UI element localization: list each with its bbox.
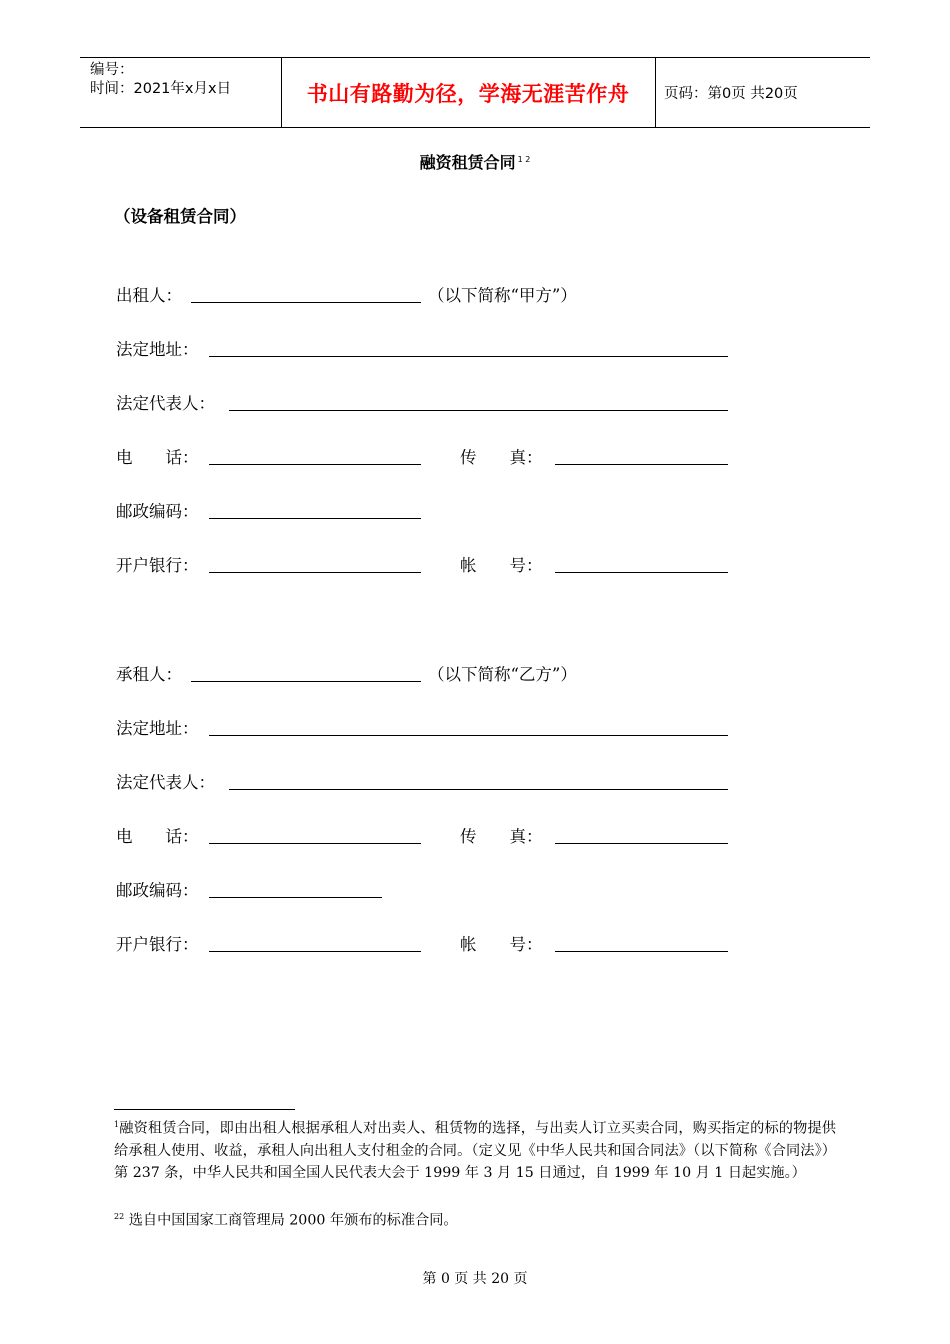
lessor-rep-field[interactable] xyxy=(229,390,728,411)
header-page-info: 页码：第0页 共20页 xyxy=(664,86,798,102)
lessor-address-field[interactable] xyxy=(209,336,728,357)
lessee-name-field[interactable] xyxy=(191,661,421,682)
lessee-address-label: 法定地址： xyxy=(116,719,199,738)
lessor-alias-note: （以下简称“甲方”） xyxy=(428,286,577,305)
lessor-address-label: 法定地址： xyxy=(116,340,199,359)
lessee-account-field[interactable] xyxy=(555,931,728,952)
lessor-rep-row xyxy=(116,390,736,414)
lessee-postcode-field[interactable] xyxy=(209,877,382,898)
lessee-row xyxy=(116,661,736,685)
lessee-fax-label: 传 真： xyxy=(460,827,543,846)
lessee-phone-label: 电 话： xyxy=(116,827,199,846)
header-meta xyxy=(90,61,231,99)
lessor-address-row xyxy=(116,336,736,360)
lessor-name-field[interactable] xyxy=(191,282,421,303)
lessee-account-label: 帐 号： xyxy=(460,935,543,954)
lessor-phone-field[interactable] xyxy=(209,444,421,465)
lessee-label: 承租人： xyxy=(116,665,182,684)
lessor-account-label: 帐 号： xyxy=(460,556,543,575)
lessor-label: 出租人： xyxy=(116,286,182,305)
document-header xyxy=(80,57,870,128)
footnote-1 xyxy=(114,1114,836,1184)
lessee-phone-field[interactable] xyxy=(209,823,421,844)
footnote-separator xyxy=(114,1109,295,1110)
header-motto: 书山有路勤为径，学海无涯苦作舟 xyxy=(306,82,630,106)
footnote-2-text: 选自中国国家工商管理局 2000 年颁布的标准合同。 xyxy=(128,1212,458,1229)
lessor-postcode-label: 邮政编码： xyxy=(116,502,199,521)
lessor-phone-label: 电 话： xyxy=(116,448,199,467)
header-divider-right xyxy=(655,58,656,127)
page-footer: 第 0 页 共 20 页 xyxy=(422,1271,528,1287)
lessor-phone-row xyxy=(116,444,736,468)
lessee-address-row xyxy=(116,715,736,739)
lessee-rep-label: 法定代表人： xyxy=(116,773,215,792)
lessee-postcode-row xyxy=(116,877,736,901)
lessee-rep-row xyxy=(116,769,736,793)
lessor-bank-label: 开户银行： xyxy=(116,556,199,575)
footnote-2-mark: 22 xyxy=(114,1212,125,1221)
lessee-rep-field[interactable] xyxy=(229,769,728,790)
lessee-address-field[interactable] xyxy=(209,715,728,736)
lessee-alias-note: （以下简称“乙方”） xyxy=(428,665,577,684)
footnote-2 xyxy=(114,1206,836,1232)
footnote-1-mark: 1 xyxy=(114,1120,120,1129)
lessee-phone-row xyxy=(116,823,736,847)
lessor-postcode-row xyxy=(116,498,736,522)
title-footnote-refs: 1 2 xyxy=(517,154,531,164)
lessor-bank-field[interactable] xyxy=(209,552,421,573)
serial-label: 编号： xyxy=(90,62,134,78)
lessee-fax-field[interactable] xyxy=(555,823,728,844)
lessee-bank-row xyxy=(116,931,736,955)
page-subtitle: （设备租赁合同） xyxy=(114,207,246,226)
lessor-fax-field[interactable] xyxy=(555,444,728,465)
page-title xyxy=(0,150,950,173)
lessor-row xyxy=(116,282,736,306)
lessor-postcode-field[interactable] xyxy=(209,498,421,519)
footnote-1-text: 融资租赁合同，即由出租人根据承租人对出卖人、租赁物的选择，与出卖人订立买卖合同，购买指定的标的物提供给承租人使用、收益，承租人向出租人支付租金的合同。（定义见《中华人民共和国合同法》（以下简称《合同法》）第 237 条，中华人民共和国全国人民代表大会于 1999 年 3 月 15 日通过，自 1999 年 10 月 1 日起实施。） xyxy=(114,1120,836,1181)
lessee-bank-field[interactable] xyxy=(209,931,421,952)
lessor-account-field[interactable] xyxy=(555,552,728,573)
lessee-bank-label: 开户银行： xyxy=(116,935,199,954)
title-text: 融资租赁合同 xyxy=(419,153,516,172)
lessor-fax-label: 传 真： xyxy=(460,448,543,467)
lessee-postcode-label: 邮政编码： xyxy=(116,881,199,900)
lessor-rep-label: 法定代表人： xyxy=(116,394,215,413)
lessor-bank-row xyxy=(116,552,736,576)
time-label: 时间：2021年x月x日 xyxy=(90,81,232,97)
